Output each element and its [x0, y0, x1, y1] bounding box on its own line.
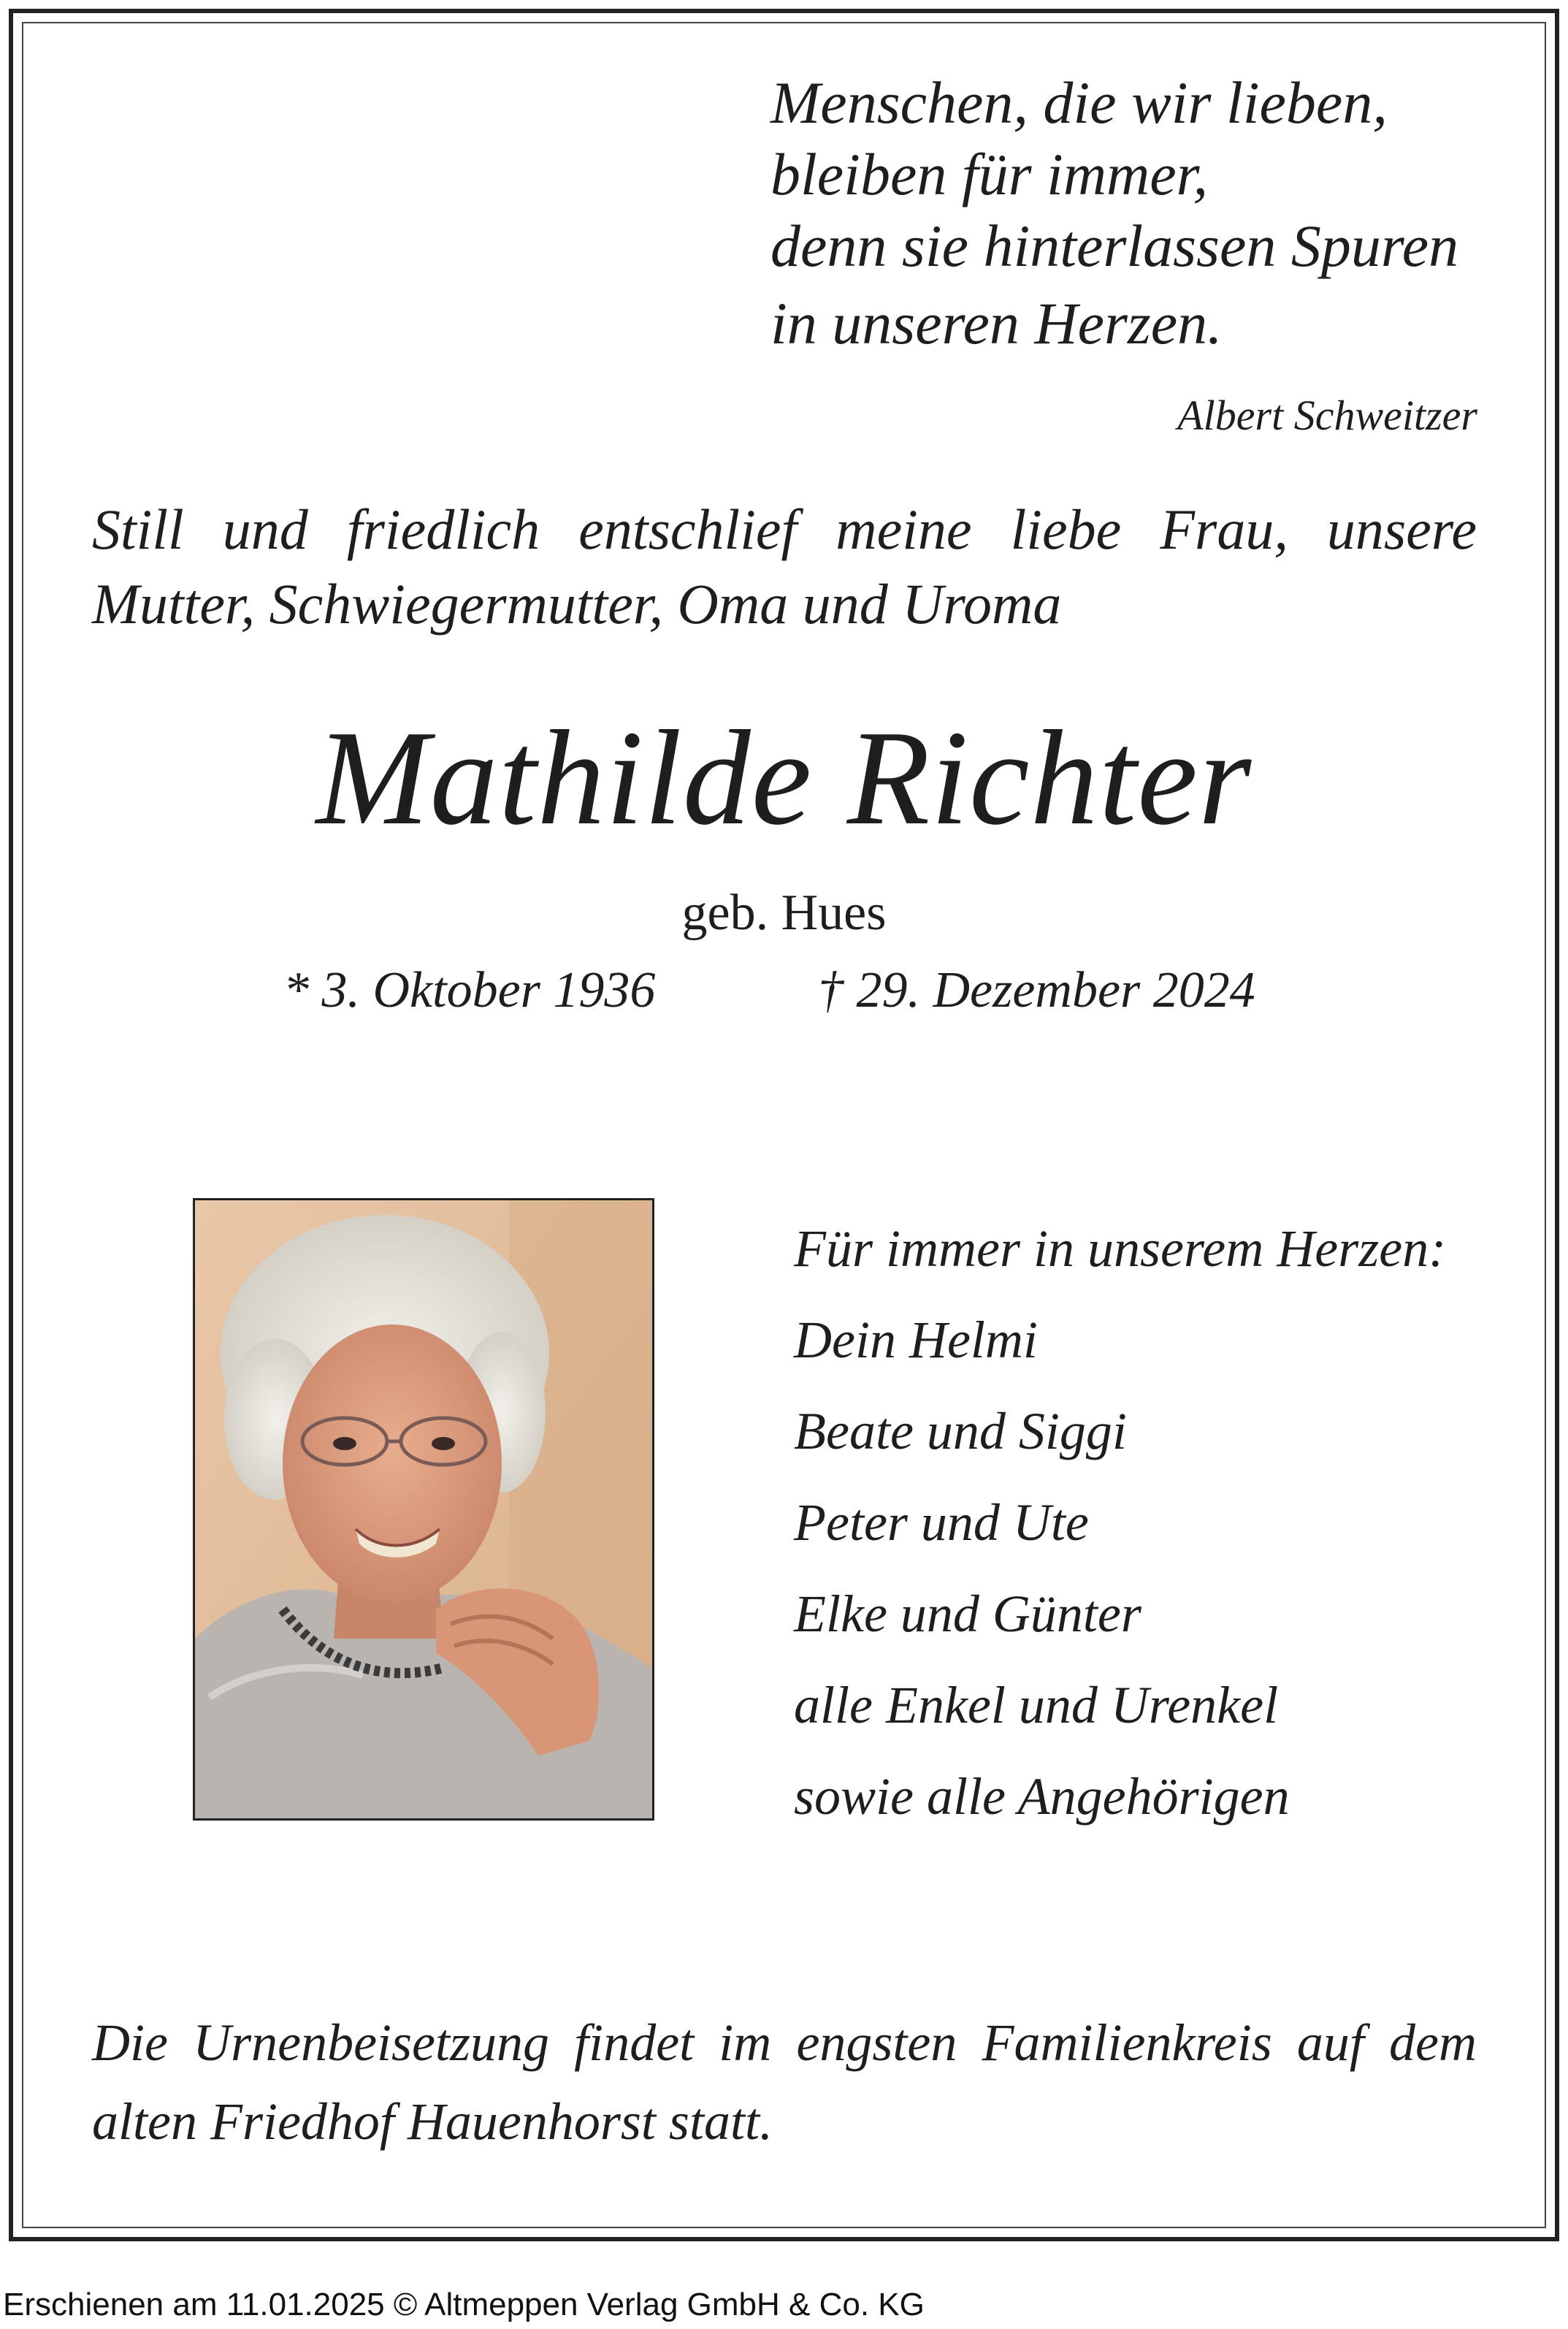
closing-line-2: alten Friedhof Hauenhorst statt.	[92, 2092, 773, 2151]
mourners-heading: Für immer in unserem Herzen:	[794, 1219, 1447, 1278]
quote-line-4: in unseren Herzen.	[770, 290, 1223, 357]
intro-line-2: Mutter, Schwiegermutter, Oma und Uroma	[92, 572, 1062, 636]
death-date: † 29. Dezember 2024	[818, 962, 1255, 1018]
maiden-name: geb. Hues	[681, 885, 887, 941]
closing-text	[92, 2013, 1477, 2072]
closing-line-1: Die Urnenbeisetzung findet im engsten Familienkreis auf dem	[92, 2013, 1477, 2072]
quote-line-1: Menschen, die wir lieben,	[770, 69, 1388, 136]
publication-footer: Erschienen am 11.01.2025 © Altmeppen Verlag GmbH & Co. KG	[3, 2287, 925, 2322]
mourner-6: sowie alle Angehörigen	[794, 1767, 1290, 1826]
closing-text-2	[92, 2092, 1477, 2151]
intro-line-1: Still und friedlich entschlief meine liebe Frau, unsere	[92, 498, 1477, 561]
mourner-2: Beate und Siggi	[794, 1402, 1127, 1460]
mourner-5: alle Enkel und Urenkel	[794, 1676, 1279, 1734]
mourner-3: Peter und Ute	[794, 1493, 1089, 1552]
quote-line-2: bleiben für immer,	[770, 141, 1208, 207]
intro-text	[92, 498, 1477, 561]
quote-line-3: denn sie hinterlassen Spuren	[770, 213, 1459, 279]
quote-author: Albert Schweitzer	[1177, 392, 1477, 439]
deceased-name: Mathilde Richter	[315, 703, 1253, 853]
intro-text-2	[92, 572, 1477, 636]
mourner-1: Dein Helmi	[794, 1311, 1038, 1369]
mourner-4: Elke und Günter	[794, 1585, 1141, 1643]
portrait-photo	[193, 1198, 654, 1821]
birth-date: * 3. Oktober 1936	[283, 962, 656, 1018]
